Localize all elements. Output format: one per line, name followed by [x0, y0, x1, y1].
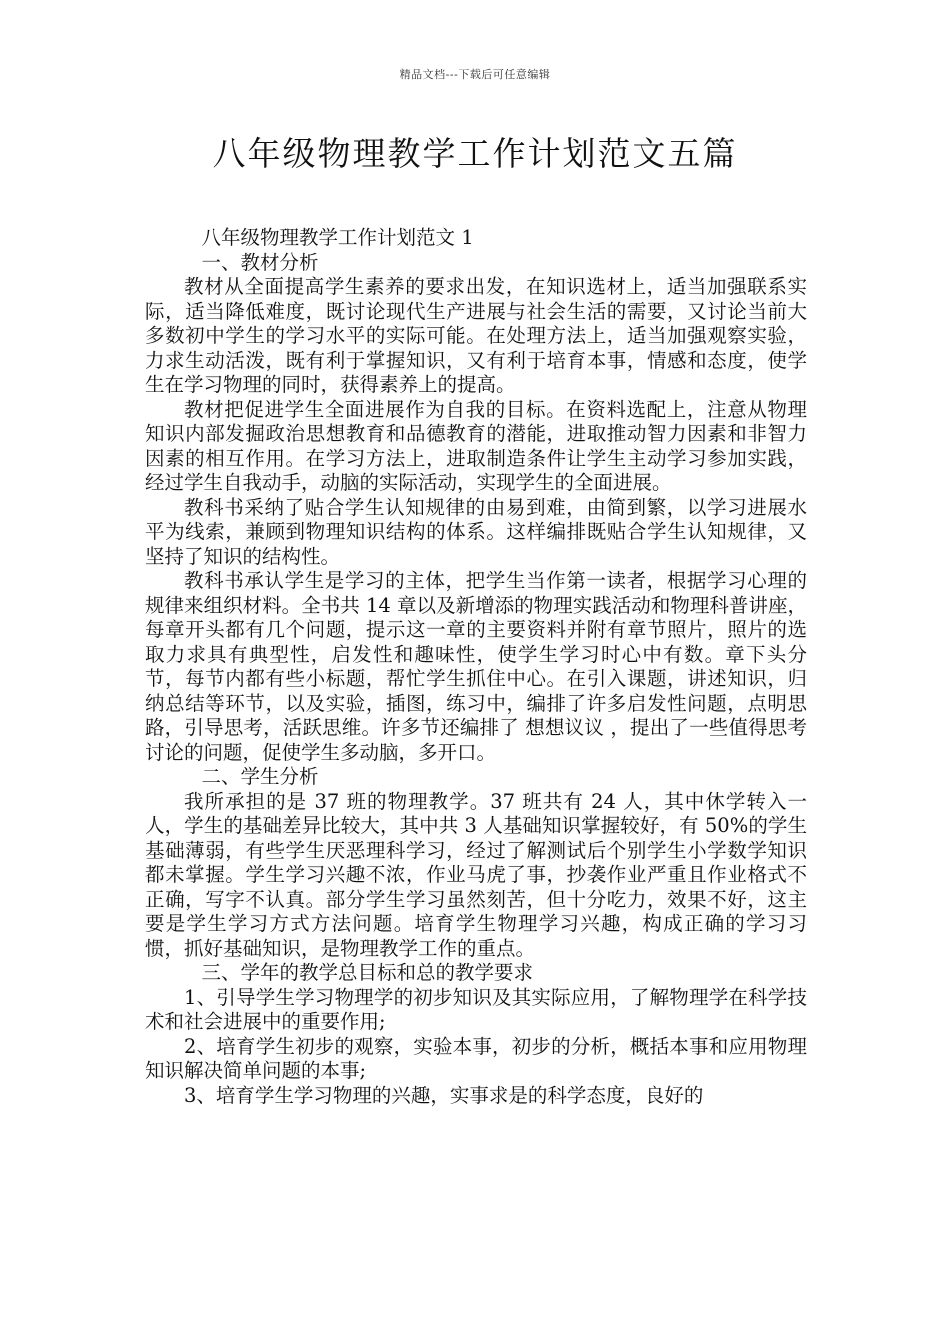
paragraph: 我所承担的是 37 班的物理教学。37 班共有 24 人，其中休学转入一人，学生的基础差异比较大，其中共 3 人基础知识掌握较好，有 50%的学生基础薄弱，有些学生厌恶理科学习，经过了解测试后个别学生小学数学知识都未掌握。学生学习兴趣不浓，作业马虎了事，抄袭作业严重且作业格式不正确，写字不认真。部分学生学习虽然刻苦，但十分吃力，效果不好，这主要是学生学习方式方法问题。培育学生物理学习兴趣，构成正确的学习习惯，抓好基础知识，是物理教学工作的重点。: [145, 789, 807, 960]
header-note: 精品文档---下载后可任意编辑: [399, 68, 551, 81]
section-heading-teaching-goals: 三、学年的教学总目标和总的教学要求: [201, 961, 534, 984]
paragraph: 教科书采纳了贴合学生认知规律的由易到难，由简到繁，以学习进展水平为线索，兼顾到物理知识结构的体系。这样编排既贴合学生认知规律，又坚持了知识的结构性。: [145, 495, 807, 568]
section-heading-student-analysis: 二、学生分析: [201, 765, 319, 788]
paragraph: 教科书承认学生是学习的主体，把学生当作第一读者，根据学习心理的规律来组织材料。全书共 14 章以及新增添的物理实践活动和物理科普讲座，每章开头都有几个问题，提示这一章的主要资料并附有章节照片，照片的选取力求具有典型性，启发性和趣味性，使学生学习时心中有数。章下头分节，每节内都有些小标题，帮忙学生抓住中心。在引入课题，讲述知识，归纳总结等环节，以及实验，插图，练习中，编排了许多启发性问题，点明思路，引导思考，活跃思维。许多节还编排了 想想议议 ，提出了一些值得思考讨论的问题，促使学生多动脑，多开口。: [145, 569, 807, 764]
list-item: 3、培育学生学习物理的兴趣，实事求是的科学态度，良好的: [184, 1083, 704, 1107]
paragraph: 教材把促进学生全面进展作为自我的目标。在资料选配上，注意从物理知识内部发掘政治思想教育和品德教育的潜能，进取推动智力因素和非智力因素的相互作用。在学习方法上，进取制造条件让学生主动学习参加实践，经过学生自我动手，动脑的实际活动，实现学生的全面进展。: [145, 397, 807, 494]
section-heading-textbook-analysis: 一、教材分析: [201, 250, 319, 274]
list-item: 1、引导学生学习物理学的初步知识及其实际应用，了解物理学在科学技术和社会进展中的重要作用;: [145, 985, 807, 1033]
list-item: 2、培育学生初步的观察，实验本事，初步的分析，概括本事和应用物理知识解决简单问题的本事;: [145, 1034, 807, 1082]
document-subtitle: 八年级物理教学工作计划范文 1: [201, 226, 474, 249]
document-title: 八年级物理教学工作计划范文五篇: [212, 134, 738, 173]
document-body: [145, 226, 807, 1108]
paragraph: 教材从全面提高学生素养的要求出发，在知识选材上，适当加强联系实际，适当降低难度，既讨论现代生产进展与社会生活的需要，又讨论当前大多数初中学生的学习水平的实际可能。在处理方法上，适当加强观察实验，力求生动活泼，既有利于掌握知识，又有利于培育本事，情感和态度，使学生在学习物理的同时，获得素养上的提高。: [145, 275, 807, 396]
